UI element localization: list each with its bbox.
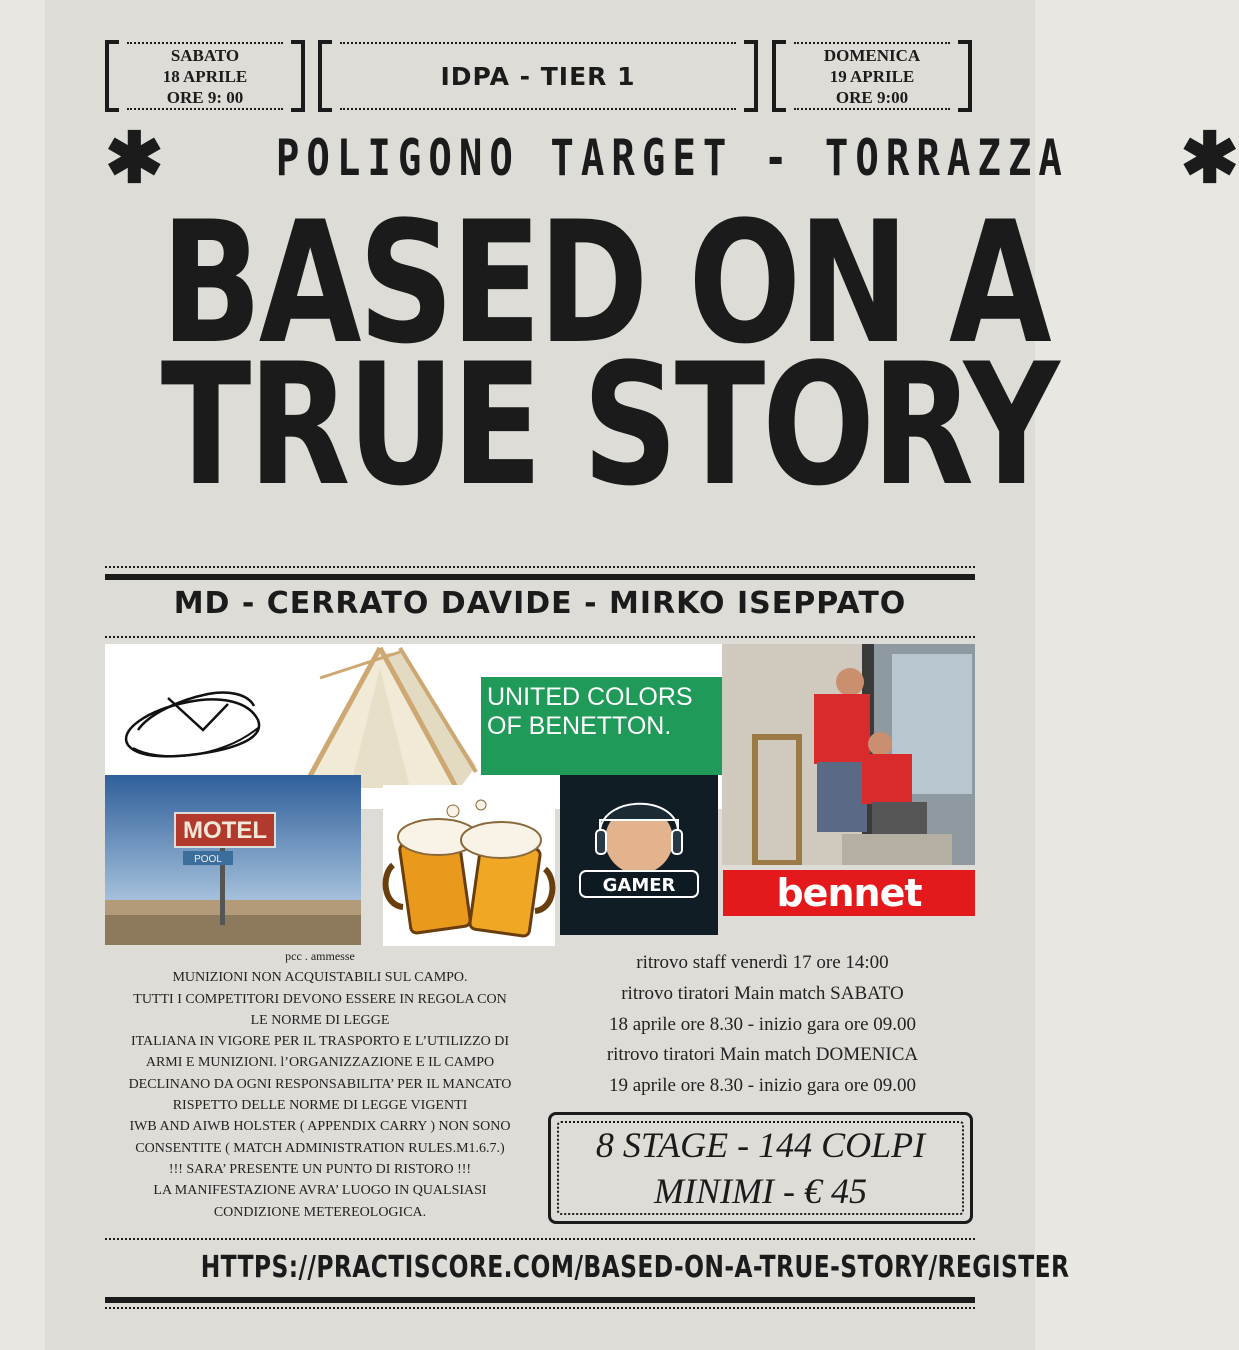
match-director-line: MD - CERRATO DAVIDE - MIRKO ISEPPATO xyxy=(173,586,907,621)
schedule-line: 18 aprile ore 8.30 - inizio gara ore 09.00 xyxy=(608,1013,917,1035)
bennet-logo-text: bennet xyxy=(776,871,922,915)
sunday-date-text: DOMENICA 19 APRILE ORE 9:00 xyxy=(823,45,921,107)
rules-line: IWB AND AIWB HOLSTER ( APPENDIX CARRY ) NON SONO xyxy=(129,1119,511,1135)
asterisk-icon: ✱ xyxy=(1180,119,1239,197)
flip-flops-image xyxy=(108,670,278,770)
divider xyxy=(105,574,975,580)
venue-title: POLIGONO TARGET - TORRAZZA xyxy=(275,129,1069,187)
rules-line: pcc . ammesse xyxy=(285,949,355,963)
rules-line: LA MANIFESTAZIONE AVRA’ LUOGO IN QUALSIASI xyxy=(153,1183,487,1199)
main-title xyxy=(160,185,1057,523)
benetton-logo xyxy=(481,677,743,775)
stage-line: 8 STAGE - 144 COLPI xyxy=(595,1125,926,1165)
schedule-line: 19 aprile ore 8.30 - inizio gara ore 09.00 xyxy=(608,1075,917,1097)
rules-line: DECLINANO DA OGNI RESPONSABILITA’ PER IL MANCATO xyxy=(128,1076,512,1092)
schedule-line: ritrovo tiratori Main match DOMENICA xyxy=(606,1044,919,1066)
bennet-logo xyxy=(723,870,975,916)
price-line: MINIMI - € 45 xyxy=(654,1171,867,1211)
schedule-line: ritrovo staff venerdì 17 ore 14:00 xyxy=(636,952,889,973)
gamer-label: GAMER xyxy=(602,875,676,896)
pool-sign-text: POOL xyxy=(194,854,222,865)
benetton-line-1: UNITED COLORS xyxy=(487,683,693,711)
saturday-date-box xyxy=(105,40,305,112)
sunday-date-box xyxy=(772,40,972,112)
asterisk-icon: ✱ xyxy=(105,119,164,197)
tier-label: IDPA - TIER 1 xyxy=(440,61,636,91)
beer-mugs-image xyxy=(383,785,555,946)
tier-box xyxy=(318,40,758,112)
rules-line: LE NORME DI LEGGE xyxy=(250,1012,390,1028)
venue-row xyxy=(105,119,1239,197)
motel-sign-text: MOTEL xyxy=(183,817,267,844)
rules-line: ITALIANA IN VIGORE PER IL TRASPORTO E L’UTILIZZO DI xyxy=(130,1034,510,1050)
divider xyxy=(105,1307,975,1309)
workers-photo xyxy=(722,644,975,865)
benetton-line-2: OF BENETTON. xyxy=(487,712,672,740)
divider xyxy=(105,636,975,638)
rules-line: CONSENTITE ( MATCH ADMINISTRATION RULES.M1.6.7.) xyxy=(135,1140,505,1156)
schedule-line: ritrovo tiratori Main match SABATO xyxy=(621,982,904,1004)
stage-price-box xyxy=(548,1112,973,1224)
divider xyxy=(105,566,975,568)
rules-line: ARMI E MUNIZIONI. l’ORGANIZZAZIONE E IL CAMPO xyxy=(145,1055,495,1071)
divider xyxy=(105,1238,975,1240)
gamer-logo xyxy=(560,775,718,935)
register-url-link[interactable]: HTTPS://PRACTISCORE.COM/BASED-ON-A-TRUE-STORY/REGISTER xyxy=(200,1250,1070,1285)
rules-line: TUTTI I COMPETITORI DEVONO ESSERE IN REGOLA CON xyxy=(133,991,507,1007)
schedule-block xyxy=(555,948,970,1102)
motel-photo xyxy=(105,775,361,945)
title-line-1: BASED ON A xyxy=(160,185,1049,381)
rules-line: MUNIZIONI NON ACQUISTABILI SUL CAMPO. xyxy=(172,970,468,986)
saturday-date-text: SABATO 18 APRILE ORE 9: 00 xyxy=(162,45,248,107)
rules-line: RISPETTO DELLE NORME DI LEGGE VIGENTI xyxy=(172,1098,468,1114)
divider xyxy=(105,1297,975,1303)
rules-block xyxy=(105,946,535,1223)
rules-line: !!! SARA’ PRESENTE UN PUNTO DI RISTORO !!! xyxy=(168,1161,472,1177)
title-line-2: TRUE STORY xyxy=(160,327,1057,523)
rules-line: CONDIZIONE METEREOLOGICA. xyxy=(213,1204,427,1220)
